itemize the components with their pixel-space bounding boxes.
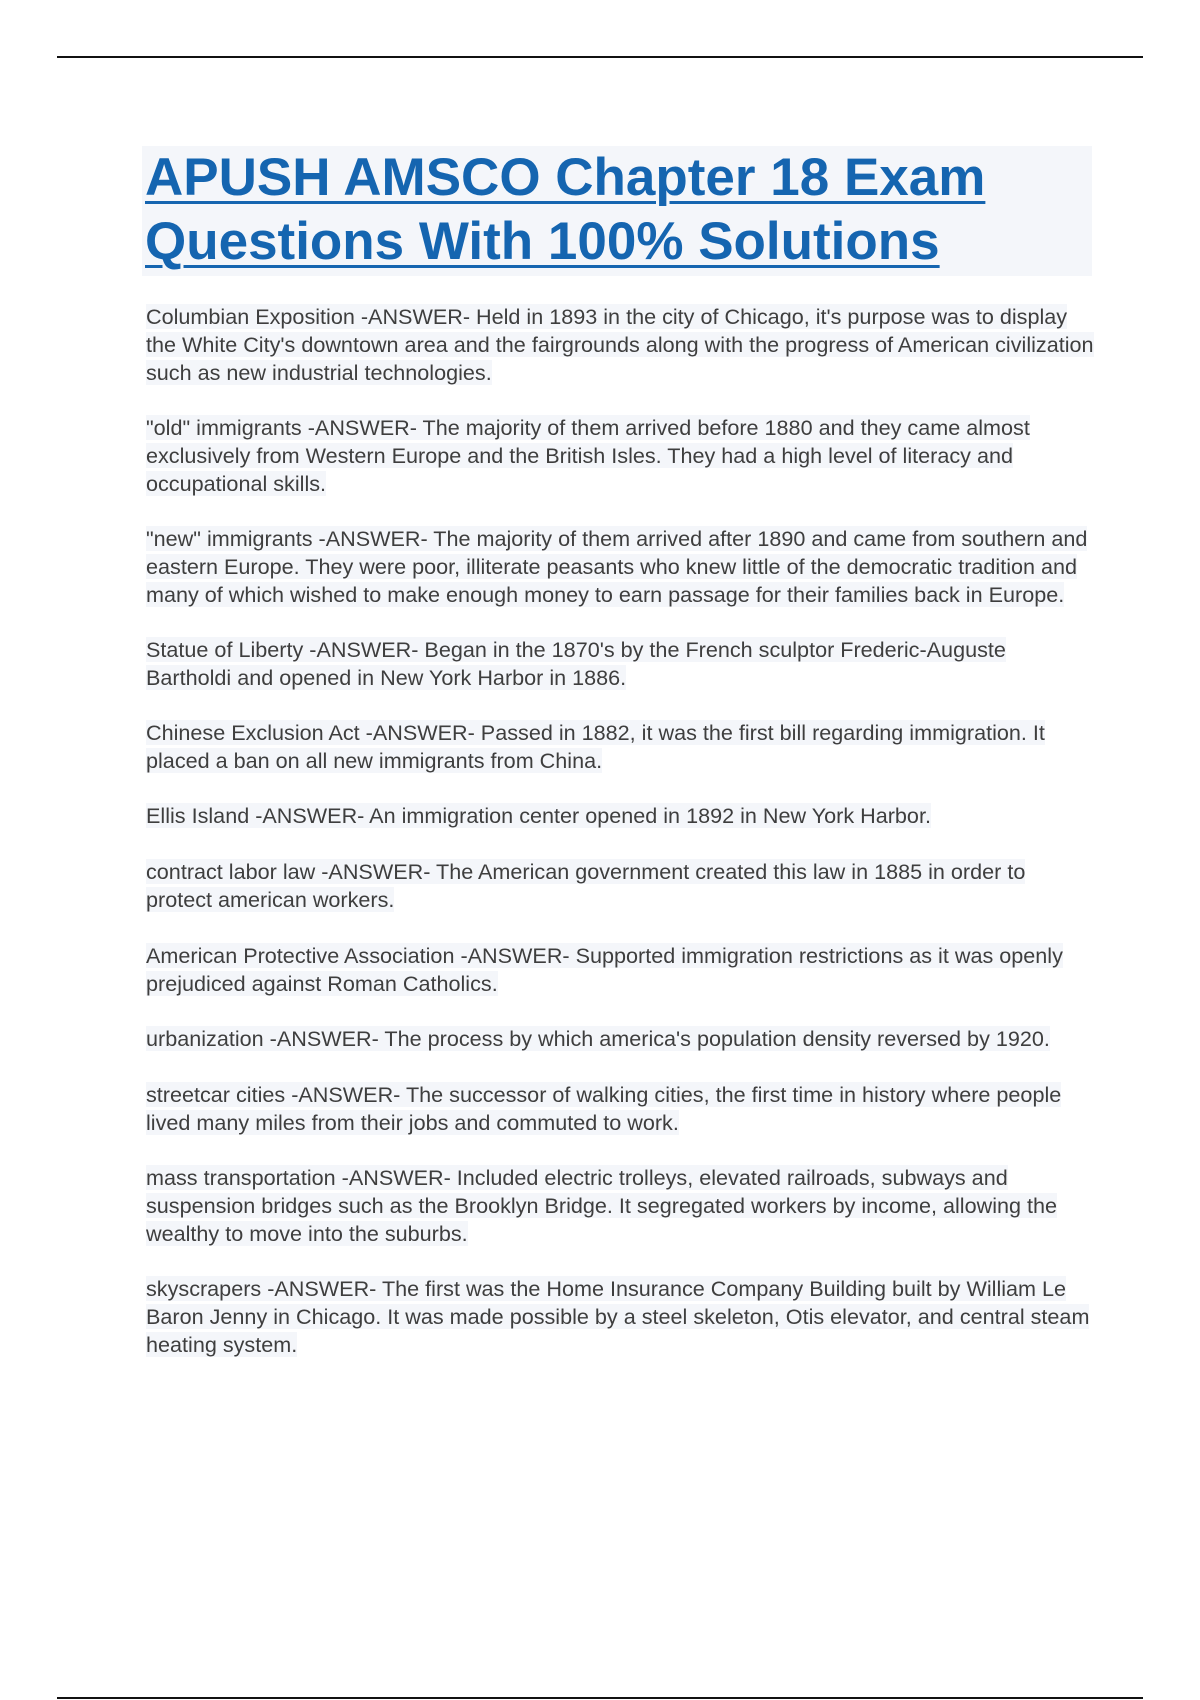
entry-ellis-island (146, 802, 1096, 830)
title-line-2: Questions With 100% Solutions (145, 212, 940, 271)
entry-text: Ellis Island -ANSWER- An immigration center opened in 1892 in New York Harbor. (146, 803, 931, 828)
page-title (142, 146, 1092, 274)
title-line-1: APUSH AMSCO Chapter 18 Exam (145, 148, 986, 207)
entry-text: "new" immigrants -ANSWER- The majority of them arrived after 1890 and came from southern and eastern Europe. They were poor, illiterate peasants who knew little of the democratic tradition and many of which wished to make enough money to earn passage for their families back in Europe. (146, 526, 1088, 607)
entry-streetcar-cities (146, 1081, 1096, 1137)
entry-contract-labor-law (146, 858, 1096, 914)
entry-chinese-exclusion-act (146, 719, 1096, 775)
entry-text: American Protective Association -ANSWER- Supported immigration restrictions as it was openly prejudiced against Roman Catholics. (146, 943, 1063, 996)
entry-text: skyscrapers -ANSWER- The first was the Home Insurance Company Building built by William Le Baron Jenny in Chicago. It was made possible by a steel skeleton, Otis elevator, and central steam heating system. (146, 1276, 1090, 1357)
entry-text: mass transportation -ANSWER- Included electric trolleys, elevated railroads, subways and suspension bridges such as the Brooklyn Bridge. It segregated workers by income, allowing the wealthy to move into the suburbs. (146, 1165, 1058, 1246)
entry-statue-of-liberty (146, 636, 1096, 692)
entry-text: urbanization -ANSWER- The process by which america's population density reversed by 1920. (146, 1026, 1050, 1051)
entry-skyscrapers (146, 1275, 1096, 1359)
entry-mass-transportation (146, 1164, 1096, 1248)
entry-text: Columbian Exposition -ANSWER- Held in 1893 in the city of Chicago, it's purpose was to display the White City's downtown area and the fairgrounds along with the progress of American civilization such as new industrial technologies. (146, 304, 1094, 385)
entry-columbian-exposition (146, 303, 1096, 387)
entry-american-protective-association (146, 942, 1096, 998)
entry-urbanization (146, 1025, 1096, 1053)
title-block (142, 146, 1092, 276)
entry-text: contract labor law -ANSWER- The American government created this law in 1885 in order to protect american workers. (146, 859, 1026, 912)
bottom-rule (57, 1697, 1143, 1699)
entry-text: Statue of Liberty -ANSWER- Began in the 1870's by the French sculptor Frederic-Auguste Bartholdi and opened in New York Harbor in 1886. (146, 637, 1006, 690)
answer-list (146, 303, 1096, 1359)
entry-new-immigrants (146, 525, 1096, 609)
entry-text: streetcar cities -ANSWER- The successor of walking cities, the first time in history where people lived many miles from their jobs and commuted to work. (146, 1082, 1062, 1135)
top-rule (57, 56, 1143, 58)
entry-old-immigrants (146, 414, 1096, 498)
entry-text: "old" immigrants -ANSWER- The majority of them arrived before 1880 and they came almost exclusively from Western Europe and the British Isles. They had a high level of literacy and occupational skills. (146, 415, 1030, 496)
entry-text: Chinese Exclusion Act -ANSWER- Passed in 1882, it was the first bill regarding immigration. It placed a ban on all new immigrants from China. (146, 720, 1045, 773)
